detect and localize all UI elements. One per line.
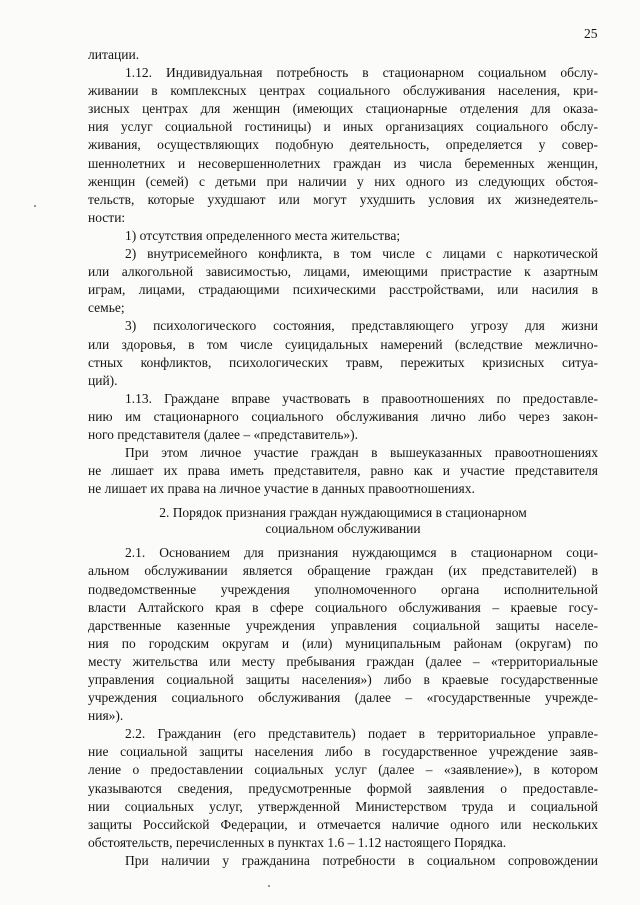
text-line: семье; [88,300,125,316]
text-line: обстоятельств, перечисленных в пунктах 1.6 – 1.12 настоящего Порядка. [88,834,507,850]
text-line: ние социальной защиты населения либо в государственное учреждение заяв- [88,744,598,760]
scan-speck [34,205,36,207]
text-line: живания, осуществляющих подобную деятельность, определяется у совер- [88,137,598,153]
text-line: При этом личное участие граждан в вышеуказанных правоотношениях [125,445,598,461]
text-line: ного представителя (далее – «представитель»). [88,426,358,442]
text-line: 2.1. Основанием для признания нуждающимся в стационарном соци- [125,545,598,561]
text-line: 1.13. Граждане вправе участвовать в правоотношениях по предоставле- [125,390,598,406]
text-line: указываются сведения, предусмотренные формой заявления о предоставле- [88,780,598,796]
list-item: 2) внутрисемейного конфликта, в том числе с лицами с наркотической [125,246,598,262]
list-item: 3) психологического состояния, представляющего угрозу для жизни [125,318,598,334]
text-line: ций). [88,372,118,388]
text-line: альном обслуживании является обращение граждан (их представителей) в [88,563,598,579]
text-line: литации. [88,47,140,62]
section-heading [88,505,598,537]
text-line: ния по городским округам и (или) муниципальным районам (округам) по [88,635,598,651]
page-number: 25 [584,26,598,41]
text-line: играм, лицами, страдающими психическими расстройствами, или насилия в [88,282,598,298]
text-line: власти Алтайского края в сфере социального обслуживания – краевые госу- [88,599,598,615]
text-line: 2.2. Гражданин (его представитель) подает в территориальное управле- [125,726,598,742]
text-line: управления социальной защиты населения») либо в краевые государственные [88,672,598,687]
text-line: шеннолетних и несовершеннолетних граждан из числа беременных женщин, [88,155,598,171]
text-line: ление о предоставлении социальных услуг (далее – «заявление»), в котором [88,762,598,778]
scan-speck [268,885,270,887]
text-line: 1.12. Индивидуальная потребность в стационарном социальном обслу- [125,65,598,81]
text-line: женщин (семей) с детьми при наличии у них одного из следующих обстоя- [88,173,598,189]
text-line: стных конфликтов, психологических травм, пережитых кризисных ситуа- [88,354,598,370]
text-line: ния»). [88,708,124,724]
text-line: подведомственные учреждения уполномоченного органа исполнительной [88,581,598,597]
text-line: зисных центрах для женщин (имеющих стационарные отделения для оказа- [88,101,598,117]
text-line: нии социальных услуг, утвержденной Министерством труда и социальной [88,798,598,814]
text-line: дарственные казенные учреждения управления социальной защиты населе- [88,617,598,633]
heading-line: 2. Порядок признания граждан нуждающимися в стационарном [159,505,527,521]
text-line: не лишает их права иметь представителя, равно как и участие представителя [88,463,598,479]
document-body [88,46,598,870]
text-line: При наличии у гражданина потребности в социальном сопровождении [125,852,598,868]
text-line: ния услуг социальной гостиницы) и иных организациях социального обслу- [88,119,598,135]
text-line: тельств, которые ухудшают или могут ухудшить условия их жизнедеятель- [88,191,598,207]
paragraph-block-1 [88,46,598,498]
text-line: не лишает их права на личное участие в данных правоотношениях. [88,481,475,497]
text-line: нию им стационарного социального обслуживания лично либо через закон- [88,408,598,424]
text-line: учреждения социального обслуживания (далее – «государственные учрежде- [88,690,598,706]
list-item: 1) отсутствия определенного места жительства; [125,227,401,243]
text-line: защиты Российской Федерации, и отмечается наличие одного или нескольких [88,816,598,832]
text-line: месту жительства или месту пребывания граждан (далее – «территориальные [88,653,598,669]
text-line: или алкогольной зависимостью, лицами, имеющими пристрастие к азартным [88,264,598,280]
text-line: живании в комплексных центрах социального обслуживания населения, кри- [88,83,598,99]
text-line: ности: [88,209,126,225]
text-line: или здоровья, в том числе суицидальных намерений (вследствие межлично- [88,336,598,352]
paragraph-block-2 [88,544,598,870]
heading-line: социальном обслуживании [265,521,421,537]
